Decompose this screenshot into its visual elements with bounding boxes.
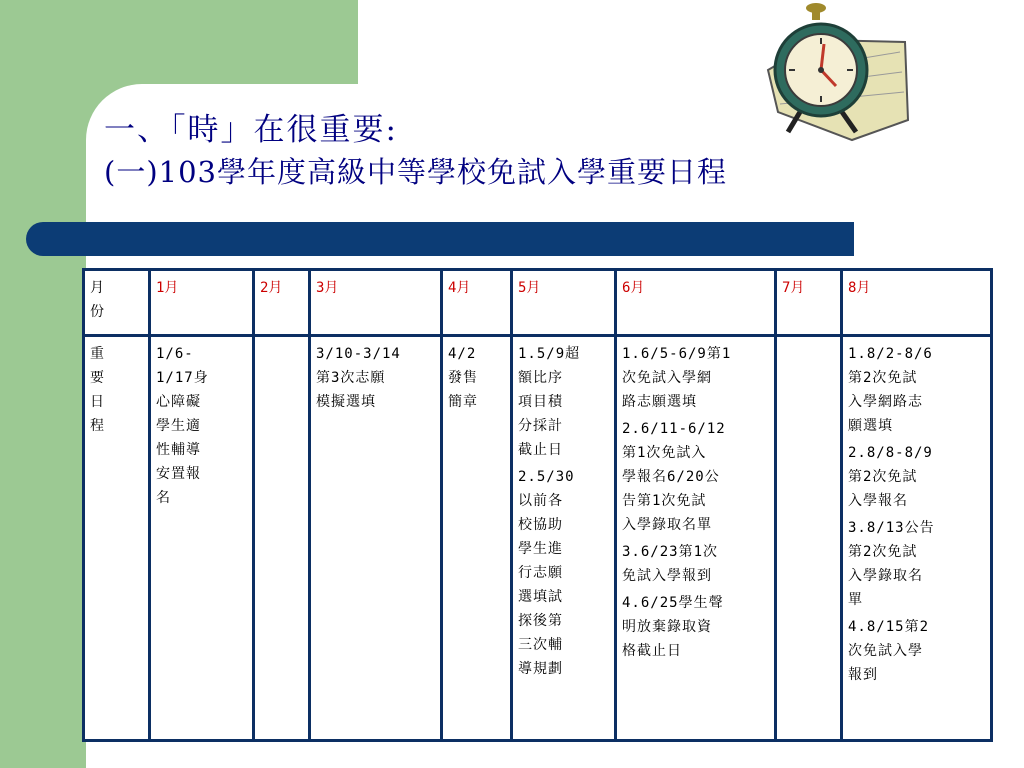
schedule-cell-month-8 (842, 336, 992, 741)
schedule-entry: 4.6/25學生聲 明放棄錄取資 格截止日 (622, 595, 724, 659)
month-header-4: 4月 (442, 270, 512, 336)
schedule-cell-month-7 (776, 336, 842, 741)
schedule-entry: 3.6/23第1次 免試入學報到 (622, 544, 719, 584)
title-subheading: (一)103學年度高級中等學校免試入學重要日程 (104, 155, 727, 189)
alarm-clock-icon (760, 0, 910, 150)
month-header-8: 8月 (842, 270, 992, 336)
schedule-entry: 1/6- 1/17身 心障礙 學生適 性輔導 安置報 名 (156, 346, 209, 506)
schedule-entry: 2.8/8-8/9 第2次免試 入學報名 (848, 445, 933, 509)
slide-title (104, 108, 727, 192)
schedule-entry: 1.6/5-6/9第1 次免試入學網 路志願選填 (622, 346, 732, 410)
schedule-table (82, 268, 993, 742)
schedule-entry: 3.8/13公告 第2次免試 入學錄取名 單 (848, 520, 935, 608)
schedule-cell-month-6 (616, 336, 776, 741)
month-header-2: 2月 (254, 270, 310, 336)
month-header-3: 3月 (310, 270, 442, 336)
table-row (84, 336, 992, 741)
schedule-cell-month-3 (310, 336, 442, 741)
table-header-row (84, 270, 992, 336)
title-heading: 一、「時」在很重要: (104, 112, 398, 148)
month-header-6: 6月 (616, 270, 776, 336)
title-divider-bar (26, 222, 854, 256)
schedule-cell-month-1 (150, 336, 254, 741)
schedule-entry: 1.8/2-8/6 第2次免試 入學網路志 願選填 (848, 346, 933, 434)
schedule-entry: 1.5/9超 額比序 項目積 分採計 截止日 (518, 346, 581, 458)
month-header-1: 1月 (150, 270, 254, 336)
schedule-entry: 3/10-3/14 第3次志願 模擬選填 (316, 346, 401, 410)
schedule-cell-month-5 (512, 336, 616, 741)
schedule-entry: 4.8/15第2 次免試入學 報到 (848, 619, 930, 683)
month-header-7: 7月 (776, 270, 842, 336)
schedule-entry: 4/2 發售 簡章 (448, 346, 478, 410)
schedule-entry: 2.5/30 以前各 校協助 學生進 行志願 選填試 探後第 三次輔 導規劃 (518, 469, 575, 677)
month-corner-label: 月 份 (84, 270, 150, 336)
schedule-row-label: 重 要 日 程 (84, 336, 150, 741)
schedule-entry: 2.6/11-6/12 第1次免試入 學報名6/20公 告第1次免試 入學錄取名單 (622, 421, 726, 533)
schedule-cell-month-2 (254, 336, 310, 741)
month-header-5: 5月 (512, 270, 616, 336)
schedule-cell-month-4 (442, 336, 512, 741)
